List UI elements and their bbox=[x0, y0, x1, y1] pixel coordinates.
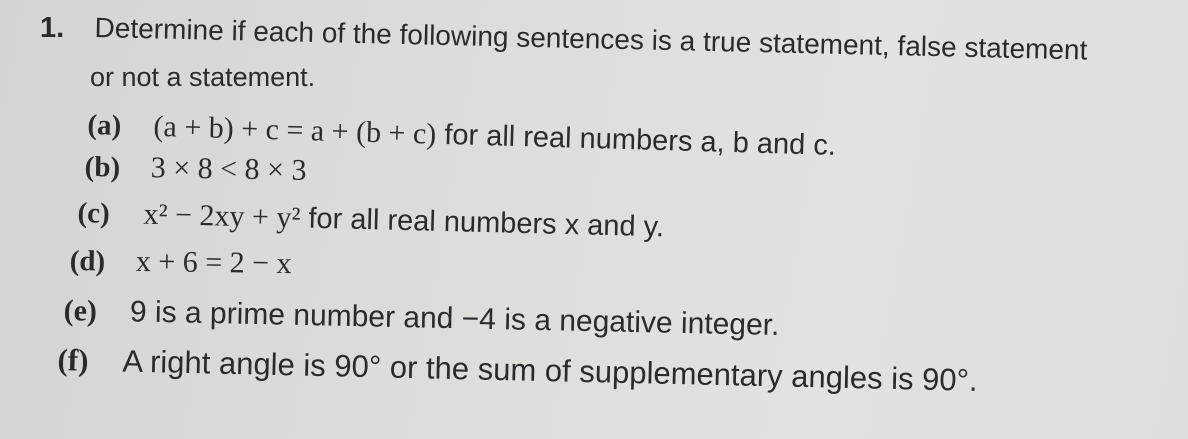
question-stem-line-1: Determine if each of the following sentences is a true statement, false statement bbox=[94, 12, 1088, 66]
item-math: x² − 2xy + y² bbox=[143, 197, 301, 235]
item-text: A right angle is 90° or the sum of supplementary angles is 90°. bbox=[122, 343, 979, 398]
item-label: (f) bbox=[57, 342, 89, 378]
item-math: (a + b) + c = a + (b + c) bbox=[153, 109, 437, 151]
item-math: x + 6 = 2 − x bbox=[135, 244, 292, 281]
item-b bbox=[84, 150, 306, 188]
item-text: for all real numbers x and y. bbox=[308, 202, 665, 244]
question-number: 1. bbox=[40, 12, 65, 44]
item-f bbox=[57, 342, 978, 399]
item-c bbox=[77, 196, 664, 244]
item-e bbox=[63, 294, 779, 343]
item-math: 3 × 8 < 8 × 3 bbox=[150, 151, 307, 187]
item-d bbox=[70, 244, 292, 281]
item-label: (a) bbox=[87, 108, 122, 142]
item-text: 9 is a prime number and −4 is a negative integer. bbox=[129, 295, 780, 342]
item-text: for all real numbers a, b and c. bbox=[443, 118, 837, 162]
item-label: (e) bbox=[63, 294, 98, 328]
question-stem-line-2: or not a statement. bbox=[90, 62, 316, 92]
item-label: (c) bbox=[77, 196, 111, 230]
item-label: (b) bbox=[84, 150, 121, 184]
item-label: (d) bbox=[69, 244, 106, 278]
